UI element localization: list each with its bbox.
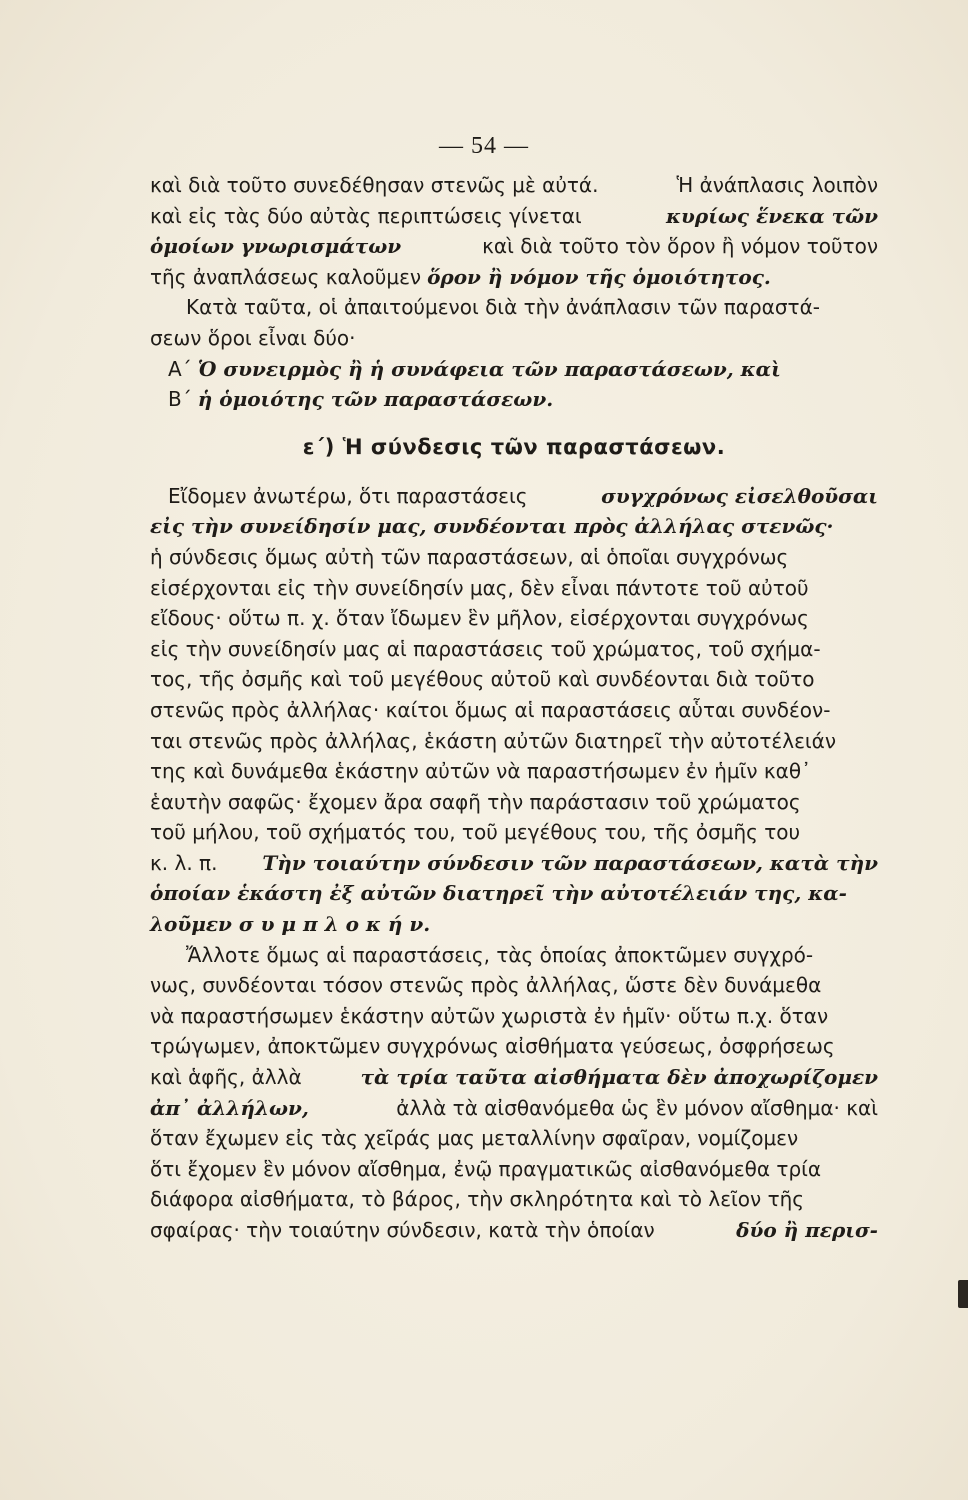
emphasis: δύο ἢ περισ- — [736, 1218, 878, 1242]
body-text — [150, 170, 878, 1246]
emphasis: Ὁ συνειρμὸς ἢ ἡ συνάφεια τῶν παραστάσεων, καὶ — [197, 356, 781, 381]
text-line: τοῦ μήλου, τοῦ σχήματός του, τοῦ μεγέθους του, τῆς ὀσμῆς του — [150, 820, 801, 845]
emphasis: τὰ τρία ταῦτα αἰσθήματα δὲν ἀποχωρίζομεν — [360, 1065, 878, 1090]
emphasis: ὁμοίων γνωρισμάτων — [150, 234, 402, 259]
text-line — [150, 511, 878, 542]
text-line: Ἄλλοτε ὅμως αἱ παραστάσεις, τὰς ὁποίας ἀποκτῶμεν συγχρό- — [186, 942, 814, 967]
text-line: ὅταν ἔχωμεν εἰς τὰς χεῖράς μας μεταλλίνην σφαῖραν, νομίζομεν — [150, 1126, 799, 1151]
emphasis: Τὴν τοιαύτην σύνδεσιν τῶν παραστάσεων, κατὰ τὴν — [262, 850, 878, 875]
text-line: τος, τῆς ὀσμῆς καὶ τοῦ μεγέθους αὐτοῦ καὶ συνδέονται διὰ τοῦτο — [150, 667, 815, 692]
text-line: στενῶς πρὸς ἀλλήλας· καίτοι ὅμως αἱ παραστάσεις αὗται συνδέον- — [150, 697, 831, 722]
text-line: ται στενῶς πρὸς ἀλλήλας, ἑκάστη αὐτῶν διατηρεῖ τὴν αὐτοτέλειάν — [150, 728, 837, 753]
list-marker: Α΄ — [168, 356, 192, 381]
text-line: διάφορα αἰσθήματα, τὸ βάρος, τὴν σκληρότητα καὶ τὸ λεῖον τῆς — [150, 1187, 805, 1212]
emphasis: ἀπ᾽ ἀλλήλων, — [150, 1095, 309, 1120]
text-line: καὶ ἁφῆς, ἀλλὰ τὰ τρία ταῦτα αἰσθήματα δὲν ἀποχωρίζομεν — [150, 1062, 878, 1093]
text-line — [150, 909, 878, 940]
text-line: Εἴδομεν ἀνωτέρω, ὅτι παραστάσεις συγχρόνως εἰσελθοῦσαι — [150, 481, 878, 512]
emphasis: κυρίως ἕνεκα τῶν — [666, 203, 878, 228]
emphasis: ἡ ὁμοιότης τῶν παραστάσεων. — [197, 387, 554, 412]
text-line: σεων ὅροι εἶναι δύο· — [150, 325, 356, 350]
text-line: ὅτι ἔχομεν ἓν μόνον αἴσθημα, ἐνῷ πραγματικῶς αἰσθανόμεθα τρία — [150, 1156, 822, 1181]
text-line: κ. λ. π. Τὴν τοιαύτην σύνδεσιν τῶν παραστάσεων, κατὰ τὴν — [150, 848, 878, 879]
page-edge-mark — [958, 1280, 968, 1308]
text-line: Κατὰ ταῦτα, οἱ ἀπαιτούμενοι διὰ τὴν ἀνάπλασιν τῶν παραστά- — [186, 295, 820, 320]
page-number: — 54 — — [439, 133, 529, 159]
text-line: καὶ εἰς τὰς δύο αὐτὰς περιπτώσεις γίνεται κυρίως ἕνεκα τῶν — [150, 201, 878, 232]
emphasis: λοῦμεν σ υ μ π λ ο κ ή ν. — [150, 912, 431, 937]
section-heading: ε΄) Ἡ σύνδεσις τῶν παραστάσεων. — [302, 434, 726, 459]
emphasis: εἰς τὴν συνείδησίν μας, συνδέονται πρὸς ἀλλήλας στενῶς· — [150, 514, 834, 539]
emphasis: συγχρόνως εἰσελθοῦσαι — [601, 483, 878, 508]
text-line: ἑαυτὴν σαφῶς· ἔχομεν ἄρα σαφῆ τὴν παράστασιν τοῦ χρώματος — [150, 789, 801, 814]
list-item — [150, 354, 878, 385]
text-line: καὶ διὰ τοῦτο συνεδέθησαν στενῶς μὲ αὐτά. Ἡ ἀνάπλασις λοιπὸν — [150, 173, 878, 197]
list-marker: Β΄ — [168, 387, 192, 412]
emphasis: ὁποίαν ἑκάστη ἐξ αὐτῶν διατηρεῖ τὴν αὐτοτέλειάν της, κα- — [150, 881, 847, 906]
text-line: ἡ σύνδεσις ὅμως αὐτὴ τῶν παραστάσεων, αἱ ὁποῖαι συγχρόνως — [150, 544, 789, 569]
list-item — [150, 384, 878, 415]
text-line: ἀπ᾽ ἀλλήλων, ἀλλὰ τὰ αἰσθανόμεθα ὡς ἓν μόνον αἴσθημα· καὶ — [150, 1093, 878, 1124]
text-line: εἴδους· οὕτω π. χ. ὅταν ἴδωμεν ἓν μῆλον, εἰσέρχονται συγχρόνως — [150, 606, 809, 631]
emphasis: ὅρον ἢ νόμον τῆς ὁμοιότητος. — [427, 264, 771, 289]
text-line: ὁμοίων γνωρισμάτων καὶ διὰ τοῦτο τὸν ὅρον ἢ νόμον τοῦτον — [150, 231, 878, 262]
text-line: σφαίρας· τὴν τοιαύτην σύνδεσιν, κατὰ τὴν ὁποίαν δύο ἢ περισ- — [150, 1215, 878, 1246]
text-line: της καὶ δυνάμεθα ἑκάστην αὐτῶν νὰ παραστήσωμεν ἐν ἡμῖν καθ᾽ — [150, 759, 812, 784]
text-line: τρώγωμεν, ἀποκτῶμεν συγχρόνως αἰσθήματα γεύσεως, ὀσφρήσεως — [150, 1034, 835, 1059]
text-line: εἰσέρχονται εἰς τὴν συνείδησίν μας, δὲν εἶναι πάντοτε τοῦ αὐτοῦ — [150, 575, 809, 600]
text-line: νως, συνδέονται τόσον στενῶς πρὸς ἀλλήλας, ὥστε δὲν δυνάμεθα — [150, 973, 822, 998]
text-line — [150, 878, 878, 909]
text-line: τῆς ἀναπλάσεως καλοῦμεν ὅρον ἢ νόμον τῆς ὁμοιότητος. — [150, 262, 878, 293]
text-line: νὰ παραστήσωμεν ἑκάστην αὐτῶν χωριστὰ ἐν ἡμῖν· οὕτω π.χ. ὅταν — [150, 1003, 829, 1028]
text-line: εἰς τὴν συνείδησίν μας αἱ παραστάσεις τοῦ χρώματος, τοῦ σχήμα- — [150, 636, 821, 661]
